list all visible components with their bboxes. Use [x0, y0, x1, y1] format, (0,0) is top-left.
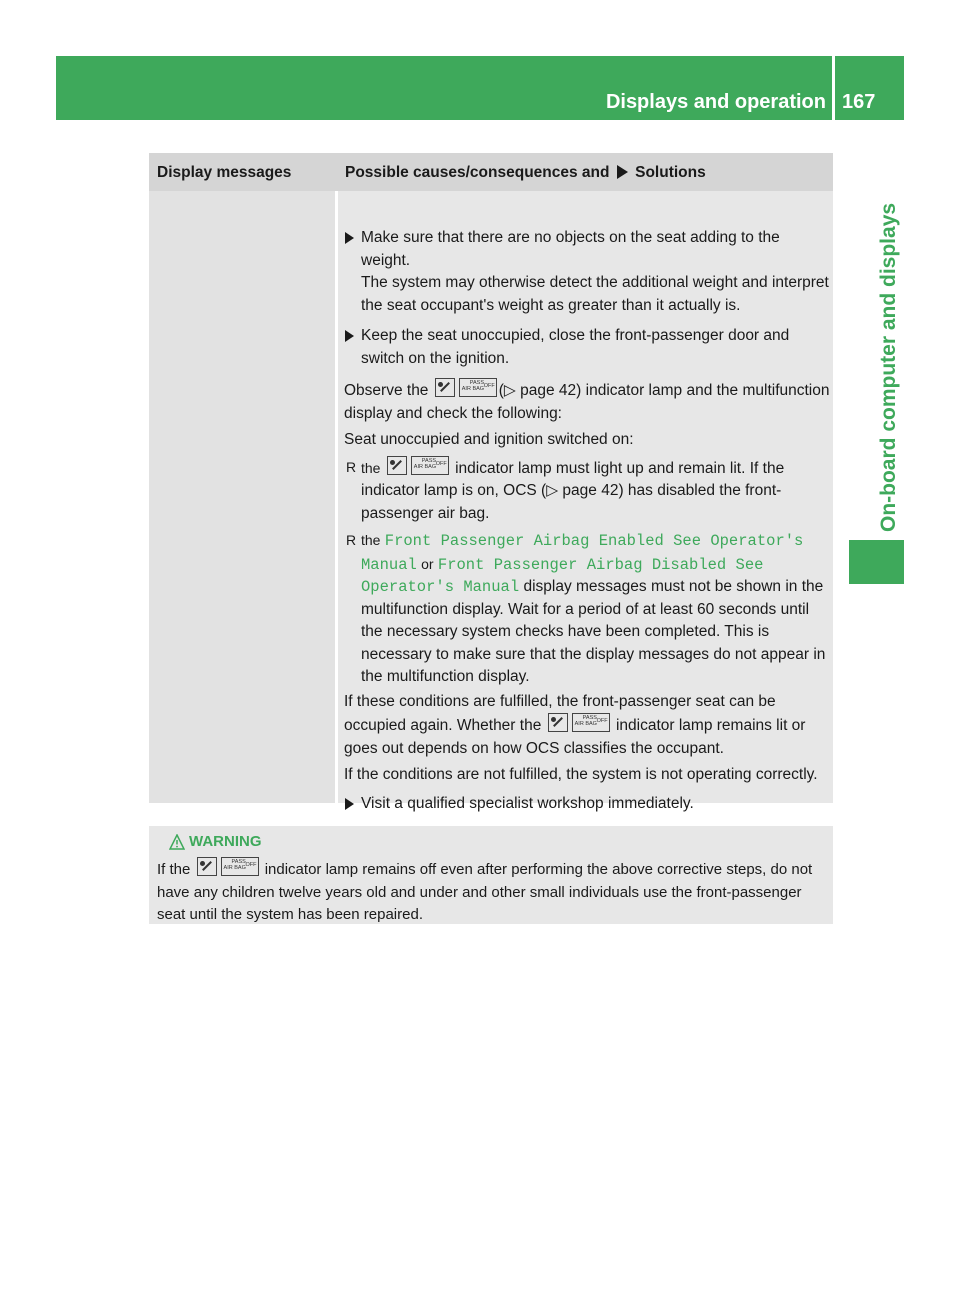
- warning-text-part: indicator lamp remains off even after performing the above corrective steps, do not have any children twelve years old and under and other small individuals use the front-passenger seat until the system has been repaired.: [157, 861, 813, 923]
- step-arrow-icon: [345, 232, 354, 244]
- chapter-tab: [849, 120, 904, 540]
- step-visit-workshop: [344, 793, 830, 816]
- table-body: [149, 191, 833, 812]
- child-seat-icon: [548, 713, 568, 732]
- bullet-icon: R: [346, 532, 357, 548]
- airbag-icon-label: PASS: [421, 457, 437, 464]
- bullet-text: display messages must not be shown in the multifunction display. Wait for a period of at least 60 seconds until the necessary system checks have been completed. This is necessary to make sure that the display messages do not appear in the multifunction display.: [361, 578, 826, 685]
- page-number: 167: [842, 91, 876, 113]
- solutions-cell: [344, 191, 830, 815]
- airbag-icon-label: PASS: [582, 715, 597, 721]
- pass-airbag-off-icon: [221, 857, 259, 876]
- step-keep-seat-unoccupied: [344, 325, 830, 370]
- warning-box: [149, 826, 833, 924]
- seat-condition: Seat unoccupied and ignition switched on:: [344, 431, 634, 448]
- conditions-not-fulfilled: If the conditions are not fulfilled, the system is not operating correctly.: [344, 766, 818, 783]
- col-header-causes-text: Possible causes/consequences and: [345, 164, 610, 181]
- airbag-icon-label: AIR BAG: [223, 865, 246, 871]
- child-seat-icon: [435, 378, 455, 397]
- step-text: Visit a qualified specialist workshop immediately.: [361, 794, 694, 812]
- pass-airbag-off-icon: [572, 713, 610, 732]
- check-lamp-bullet: [344, 456, 830, 526]
- paragraph-text: indicator lamp remains lit or goes out depends on how OCS classifies the occupant.: [344, 717, 806, 757]
- airbag-icon-label: PASS: [469, 380, 485, 386]
- step-arrow-icon: [345, 330, 354, 342]
- airbag-icon-label: OFF: [245, 862, 257, 868]
- airbag-icon-label: OFF: [435, 460, 447, 467]
- bullet-text: indicator lamp must light up and remain lit. If the indicator lamp is on, OCS (▷ page 42) has disabled the front-passenger air bag.: [361, 459, 785, 522]
- step-note: The system may otherwise detect the additional weight and interpret the seat occupant's weight as greater than it actually is.: [361, 274, 829, 314]
- column-divider: [335, 191, 338, 803]
- observe-text: Observe the: [344, 382, 429, 399]
- display-message-airbag-enabled: Front Passenger Airbag Enabled See Operator's Manual: [361, 532, 804, 574]
- col-header-solutions-text: Solutions: [635, 164, 706, 181]
- page-reference: (▷ page 42): [498, 382, 582, 399]
- warning-text: [157, 857, 833, 927]
- display-message-cell: [149, 191, 335, 803]
- arrow-right-icon: [617, 165, 628, 179]
- chapter-marker: [849, 540, 904, 584]
- pass-airbag-off-icon: [411, 456, 449, 475]
- step-arrow-icon: [345, 798, 354, 810]
- col-header-causes: [345, 164, 706, 182]
- step-remove-objects: [344, 227, 830, 317]
- display-message-airbag-disabled: Front Passenger Airbag Disabled See Operator's Manual: [361, 555, 764, 596]
- airbag-icon-label: PASS: [231, 859, 246, 865]
- airbag-icon-label: AIR BAG: [413, 463, 437, 470]
- chapter-title: On-board computer and displays: [877, 202, 900, 532]
- conditions-fulfilled-paragraph: [344, 691, 830, 761]
- header-divider: [832, 56, 835, 120]
- pass-airbag-off-icon: [459, 378, 497, 397]
- observe-paragraph: [344, 378, 830, 425]
- airbag-icon-label: AIR BAG: [461, 386, 485, 392]
- warning-title: WARNING: [189, 833, 262, 850]
- child-seat-icon: [387, 456, 407, 475]
- observe-text: indicator lamp and the multifunction display and check the following:: [344, 382, 830, 422]
- display-messages-table: [149, 153, 833, 812]
- bullet-icon: R: [346, 458, 357, 475]
- paragraph-text: If these conditions are fulfilled, the front-passenger seat can be occupied again. Whether the: [344, 692, 776, 734]
- bullet-text: the: [361, 532, 381, 548]
- step-text: Make sure that there are no objects on the seat adding to the weight.: [361, 229, 780, 269]
- airbag-icon-label: AIR BAG: [574, 721, 597, 727]
- bullet-text: or: [421, 555, 434, 572]
- airbag-icon-label: OFF: [483, 383, 495, 389]
- page-header: [56, 56, 904, 120]
- step-text: Keep the seat unoccupied, close the front-passenger door and switch on the ignition.: [361, 327, 790, 367]
- warning-text-part: If the: [157, 861, 191, 878]
- bullet-text: the: [361, 459, 381, 476]
- table-header: [149, 153, 833, 191]
- check-messages-bullet: [344, 529, 830, 689]
- col-header-display-messages: Display messages: [157, 164, 292, 181]
- child-seat-icon: [197, 857, 217, 876]
- section-title: Displays and operation: [605, 91, 826, 113]
- airbag-icon-label: OFF: [596, 718, 608, 724]
- warning-triangle-icon: [169, 834, 185, 850]
